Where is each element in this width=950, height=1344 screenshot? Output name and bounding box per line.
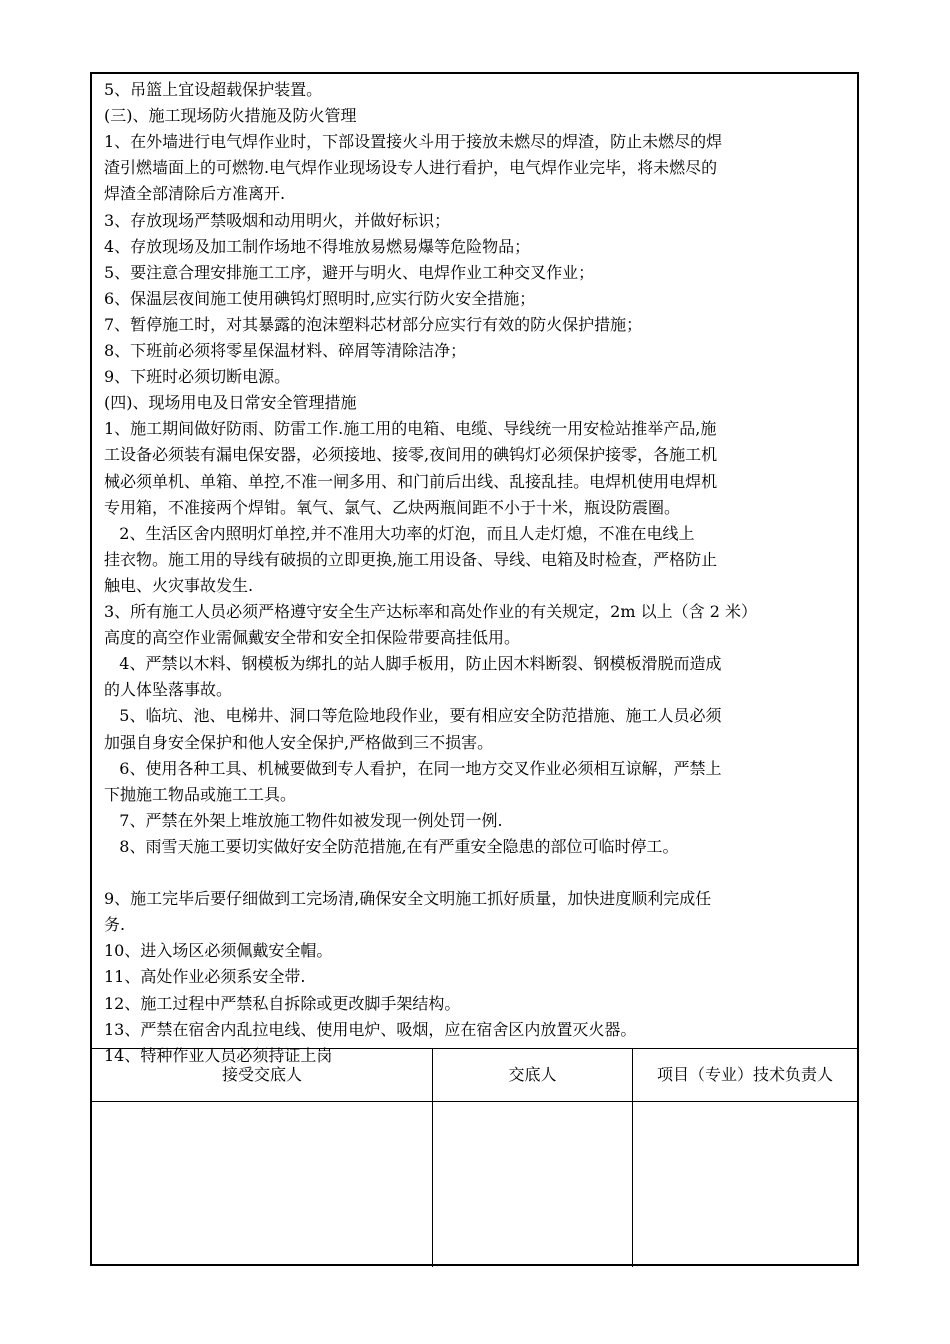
paragraph-line: 7、严禁在外架上堆放施工物件如被发现一例处罚一例. [104, 810, 503, 830]
paragraph-line: 下抛施工物品或施工工具。 [104, 784, 297, 804]
paragraph-line: 5、临坑、池、电梯井、洞口等危险地段作业，要有相应安全防范措施、施工人员必须 [104, 706, 722, 726]
paragraph-line: 3、存放现场严禁吸烟和动用明火，并做好标识； [104, 210, 451, 230]
paragraph-line: 7、暂停施工时，对其暴露的泡沫塑料芯材部分应实行有效的防火保护措施； [104, 314, 643, 334]
paragraph-line: 高度的高空作业需佩戴安全带和安全扣保险带要高挂低用。 [104, 628, 521, 648]
paragraph-line: 10、进入场区必须佩戴安全帽。 [104, 941, 333, 961]
paragraph-line: 的人体坠落事故。 [104, 680, 233, 700]
paragraph-line: 5、吊篮上宜设超载保护装置。 [104, 80, 323, 99]
paragraph-line: 8、雨雪天施工要切实做好安全防范措施,在有严重安全隐患的部位可临时停工。 [104, 836, 679, 856]
presenter-header: 交底人 [508, 1065, 557, 1084]
paragraph-line: 焊渣全部清除后方准离开. [104, 184, 286, 204]
paragraph-line: (四)、现场用电及日常安全管理措施 [104, 393, 357, 413]
paragraph-line: 9、施工完毕后要仔细做到工完场清,确保安全文明施工抓好质量，加快进度顺利完成任 [104, 889, 712, 909]
paragraph-line: 工设备必须装有漏电保安器，必须接地、接零,夜间用的碘钨灯必须保护接零，各施工机 [104, 445, 718, 465]
signature-table [92, 1048, 857, 1267]
paragraph-line: 13、严禁在宿舍内乱拉电线、使用电炉、吸烟，应在宿舍区内放置灭火器。 [104, 1019, 637, 1039]
tech-lead-header: 项目（专业）技术负责人 [656, 1065, 833, 1084]
paragraph-line: 务. [104, 915, 126, 935]
paragraph-line: (三)、施工现场防火措施及防火管理 [104, 106, 357, 126]
paragraph-line: 4、严禁以木料、钢模板为绑扎的站人脚手板用，防止因木料断裂、钢模板滑脱而造成 [104, 654, 722, 674]
paragraph-line: 12、施工过程中严禁私自拆除或更改脚手架结构。 [104, 993, 461, 1013]
paragraph-line: 5、要注意合理安排施工工序，避开与明火、电焊作业工种交叉作业； [104, 262, 595, 282]
paragraph-line: 6、使用各种工具、机械要做到专人看护，在同一地方交叉作业必须相互谅解，严禁上 [104, 758, 722, 778]
paragraph-line: 专用箱，不准接两个焊钳。氧气、氯气、乙炔两瓶间距不小于十米，瓶设防震圈。 [104, 497, 681, 517]
paragraph-line: 14、特种作业人员必须持证上岗 [104, 1045, 333, 1065]
paragraph-line: 1、施工期间做好防雨、防雷工作.施工用的电箱、电缆、导线统一用安检站推举产品,施 [104, 419, 717, 439]
paragraph-line: 11、高处作业必须系安全带. [104, 967, 306, 987]
paragraph-line: 渣引燃墙面上的可燃物.电气焊作业现场设专人进行看护，电气焊作业完毕，将未燃尽的 [104, 158, 718, 178]
document-body [92, 74, 857, 1065]
paragraph-line: 加强自身安全保护和他人安全保护,严格做到三不损害。 [104, 732, 494, 752]
paragraph-line: 9、下班时必须切断电源。 [104, 367, 291, 387]
receiver-signature-cell[interactable] [92, 1102, 432, 1267]
paragraph-line: 挂衣物。施工用的导线有破损的立即更换,施工用设备、导线、电箱及时检查，严格防止 [104, 549, 718, 569]
paragraph-line: 械必须单机、单箱、单控,不准一闸多用、和门前后出线、乱接乱挂。电焊机使用电焊机 [104, 471, 718, 491]
receiver-header: 接受交底人 [221, 1065, 302, 1084]
paragraph-line: 1、在外墙进行电气焊作业时，下部设置接火斗用于接放未燃尽的焊渣，防止未燃尽的焊 [104, 132, 723, 152]
presenter-signature-cell[interactable] [433, 1102, 632, 1267]
tech-lead-signature-cell[interactable] [633, 1102, 857, 1267]
paragraph-line: 4、存放现场及加工制作场地不得堆放易燃易爆等危险物品； [104, 236, 531, 256]
paragraph-line: 触电、火灾事故发生. [104, 575, 254, 595]
paragraph-line: 8、下班前必须将零星保温材料、碎屑等清除洁净； [104, 341, 467, 360]
paragraph-line: 2、生活区舍内照明灯单控,并不准用大功率的灯泡，而且人走灯熄，不准在电线上 [104, 523, 695, 543]
document-frame [90, 72, 859, 1266]
paragraph-line: 6、保温层夜间施工使用碘钨灯照明时,应实行防火安全措施； [104, 288, 536, 308]
paragraph-line: 3、所有施工人员必须严格遵守安全生产达标率和高处作业的有关规定，2m 以上（含 2 米） [104, 602, 757, 621]
